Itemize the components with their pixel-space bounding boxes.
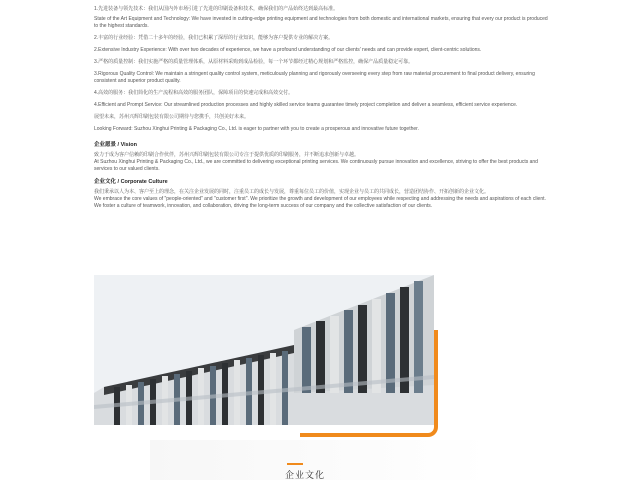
paragraph-2-en: 2.Extensive Industry Experience: With over two decades of experience, we have a profound understanding of our clients' needs and can provide expert, client-centric solutions. (94, 47, 482, 53)
vision-heading: 企业愿景 / Vision (94, 142, 137, 148)
paragraph-3-en: 3.Rigorous Quality Control: We maintain a stringent quality control system, meticulously planning and rigorously overseeing every step from raw material procurement to final product delivery, ensuring consistent and superior product quality. (94, 71, 535, 84)
culture-zh: 我们秉承以人为本、客户至上的理念，在关注企业发展的同时，注重员工的成长与发展，尊重每位员工的价值，实现企业与员工的共同成长，营造团结协作、开拓创新的企业文化。 (94, 189, 490, 195)
panel (358, 305, 367, 393)
footer-title: 企业文化 (284, 470, 325, 480)
culture-en: We embrace the core values of "people-oriented" and "customer first". We prioritize the growth and development of our employees while respecting and addressing the needs and aspirations of each client. We foster a culture of teamwork, innovation, and collaboration, driving the long-term success of our company and the collective satisfaction of our clients. (94, 196, 546, 209)
article-body (94, 6, 548, 210)
paragraph-1-zh: 1.先进装备与领先技术：我们从国内外市场引进了先进的印刷设备和技术，确保我们的产品始终达到最高标准。 (94, 6, 339, 12)
building-illustration (94, 275, 434, 425)
panel (270, 353, 276, 425)
panel (386, 293, 395, 393)
paragraph-1-en: State of the Art Equipment and Technology: We have invested in cutting-edge printing equipment and technologies from both domestic and international markets, ensuring that every our product is produced to the highest standards. (94, 16, 548, 29)
paragraph-3-zh: 3.严格的质量控制：我们实施严格的质量管理体系，从原材料采购到成品检验，每一个环节都经过精心规划和严格监控，确保产品质量稳定可靠。 (94, 59, 414, 65)
vision-zh: 致力于成为客户信赖的印刷合作伙伴，苏州兴辉印刷包装有限公司专注于提供优质的印刷服务，并不断追求创新与卓越。 (94, 152, 360, 158)
panel (330, 316, 339, 393)
building-photo (94, 275, 434, 425)
footer-accent-line (287, 463, 303, 465)
culture-heading: 企业文化 / Corporate Culture (94, 179, 168, 185)
vision-en: At Suzhou Xinghui Printing & Packaging Co., Ltd., we are committed to delivering exceptional printing services. We continuously pursue innovation and excellence, striving to offer the best products and services to our valued clients. (94, 159, 538, 172)
panel (258, 355, 264, 425)
paragraph-2-zh: 2.丰富的行业经验：凭借二十多年的经验，我们已积累了深厚的行业知识，能够为客户提供专业的解决方案。 (94, 35, 334, 41)
outlook-zh: 展望未来，苏州兴辉印刷包装有限公司期待与您携手，共创美好未来。 (94, 114, 250, 120)
panel (400, 287, 409, 393)
panel (344, 310, 353, 393)
paragraph-4-zh: 4.高效的服务：我们简化的生产流程和高效的服务团队，保障项目的快速完成和高效交付。 (94, 90, 294, 96)
paragraph-4-en: 4.Efficient and Prompt Service: Our streamlined production processes and highly skilled service teams guarantee timely project completion and deliver a seamless, efficient service experience. (94, 102, 518, 108)
panel (372, 299, 381, 393)
panel (316, 321, 325, 393)
outlook-en: Looking Forward: Suzhou Xinghui Printing & Packaging Co., Ltd. is eager to partner with you to create a prosperous and innovative future together. (94, 126, 419, 132)
panel (302, 327, 311, 393)
